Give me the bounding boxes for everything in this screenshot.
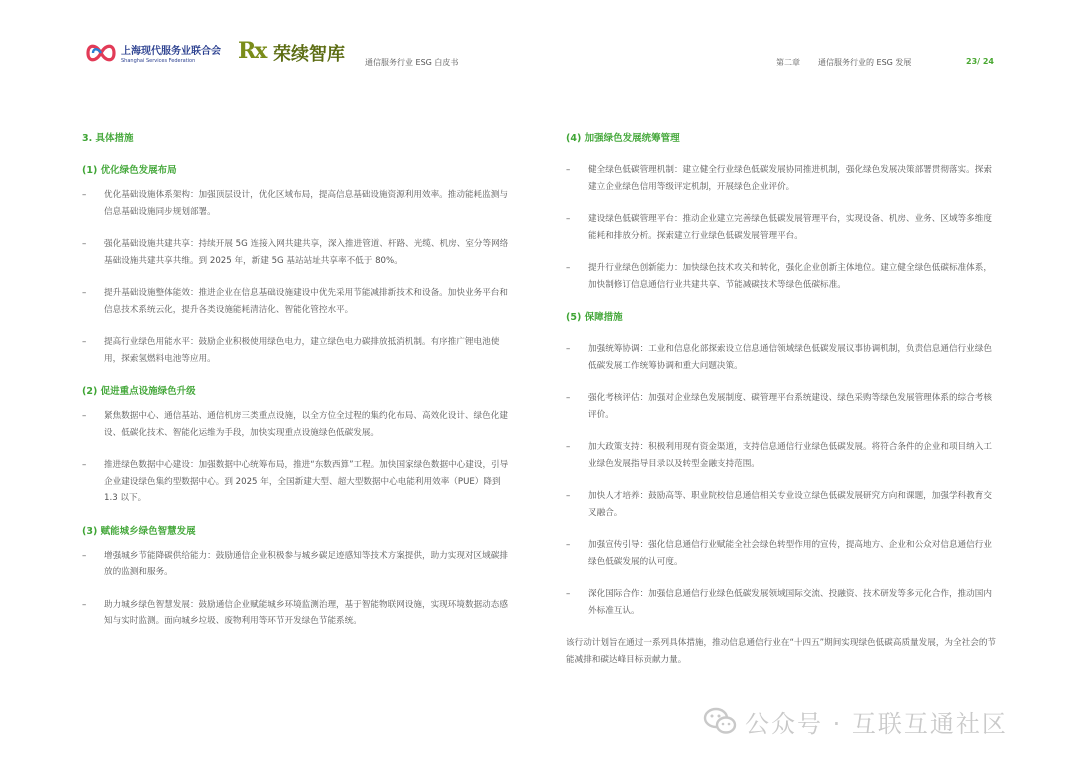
- think-tank-name: 荣续智库: [273, 44, 345, 65]
- list-item: – 提升行业绿色创新能力：加快绿色技术攻关和转化，强化企业创新主体地位。建立健全绿色低碳标准体系，加快制修订信息通信行业共建共享、节能减碳技术等绿色低碳标准。: [566, 263, 992, 290]
- subsection-title: (2) 促进重点设施绿色升级: [82, 386, 196, 397]
- watermark-text: 公众号 · 互联互通社区: [745, 709, 1008, 738]
- list-item: – 优化基础设施体系架构：加强顶层设计，优化区域布局，提高信息基础设施资源利用效率。推动能耗监测与信息基础设施同步规划部署。: [82, 190, 508, 217]
- wechat-watermark: [703, 703, 1008, 739]
- subsection-title: (5) 保障措施: [566, 312, 623, 323]
- section-heading: 3. 具体措施: [82, 133, 134, 144]
- list-item: – 建设绿色低碳管理平台：推动企业建立完善绿色低碳发展管理平台，实现设备、机房、业务、区域等多维度能耗和排放分析。探索建立行业绿色低碳发展管理平台。: [566, 214, 992, 241]
- list-item: – 强化基础设施共建共享：持续开展 5G 连接入网共建共享，深入推进管道、杆路、光缆、机房、室分等网络基础设施共建共享共维。到 2025 年，新建 5G 基站站址共享率不低于 80%。: [82, 239, 509, 266]
- list-item: – 加大政策支持：积极利用现有资金渠道，支持信息通信行业绿色低碳发展。将符合条件的企业和项目纳入工业绿色发展指导目录以及转型金融支持范围。: [566, 442, 992, 469]
- document-title: 通信服务行业 ESG 白皮书: [365, 58, 459, 67]
- federation-name: [121, 42, 221, 64]
- federation-name-en: Shanghai Services Federation: [121, 58, 196, 64]
- subsection-title: (3) 赋能城乡绿色智慧发展: [82, 525, 196, 537]
- rx-logo-icon: Rx: [238, 38, 266, 64]
- list-item: – 紧焦数据中心、通信基站、通信机房三类重点设施，以全方位全过程的集约化布局、高效化设计、绿色化建设、低碳化技术、智能化运维为手段，加快实现重点设施绿色低碳发展。: [82, 411, 508, 438]
- federation-logo-icon: [86, 40, 116, 66]
- list-item: – 深化国际合作：加强信息通信行业绿色低碳发展领域国际交流、投融资、技术研发等多元化合作，推动国内外标准互认。: [566, 589, 992, 616]
- wechat-icon: [703, 706, 737, 736]
- list-item: – 提升基础设施整体能效：推进企业在信息基础设施建设中优先采用节能减排新技术和设备。加快业务平台和信息技术系统云化，提升各类设施能耗清洁化、智能化管控水平。: [82, 288, 508, 315]
- list-item: – 提高行业绿色用能水平：鼓励企业积极使用绿色电力，建立绿色电力碳排放抵消机制。有序推广锂电池使用，探索氢燃料电池等应用。: [82, 337, 500, 364]
- chapter-title: 通信服务行业的 ESG 发展: [818, 58, 912, 67]
- list-item: – 健全绿色低碳管理机制：建立健全行业绿色低碳发展协同推进机制，强化绿色发展决策部署贯彻落实。探索建立企业绿色信用等级评定机制，开展绿色企业评价。: [566, 165, 992, 192]
- list-item: – 加快人才培养：鼓励高等、职业院校信息通信相关专业设立绿色低碳发展研究方向和课题，加强学科教育交叉融合。: [566, 491, 992, 518]
- closing-paragraph: 该行动计划旨在通过一系列具体措施，推动信息通信行业在“十四五”期间实现绿色低碳高质量发展，为全社会的节能减排和碳达峰目标贡献力量。: [566, 638, 997, 665]
- right-column: [566, 130, 996, 668]
- list-item: – 加强统筹协调：工业和信息化部探索设立信息通信领域绿色低碳发展议事协调机制，负责信息通信行业绿色低碳发展工作统筹协调和重大问题决策。: [566, 344, 992, 371]
- list-item: – 强化考核评估：加强对企业绿色发展制度、碳管理平台系统建设、绿色采购等绿色发展管理体系的综合考核评价。: [566, 393, 992, 420]
- page-number: 23/ 24: [966, 57, 994, 66]
- subsection-title: (4) 加强绿色发展统筹管理: [566, 133, 680, 144]
- list-item: – 增强城乡节能降碳供给能力：鼓励通信企业积极参与城乡碳足迹感知等技术方案提供，助力实现对区域碳排放的监测和服务。: [82, 550, 508, 577]
- list-item: – 推进绿色数据中心建设：加强数据中心统筹布局，推进“东数西算”工程。加快国家绿色数据中心建设，引导企业建设绿色集约型数据中心。到 2025 年，全国新建大型、超大型数据中心电能利用效率（PUE）降到 1.3 以下。: [82, 460, 509, 503]
- list-item: – 助力城乡绿色智慧发展：鼓励通信企业赋能城乡环境监测治理，基于智能物联网设施，实现环境数据动态感知与实时监测。面向城乡垃圾、废物利用等环节开发绿色节能系统。: [82, 599, 508, 626]
- list-item: – 加强宣传引导：强化信息通信行业赋能全社会绿色转型作用的宣传，提高地方、企业和公众对信息通信行业绿色低碳发展的认可度。: [566, 540, 992, 567]
- chapter-label: 第二章: [776, 58, 800, 67]
- left-column: [82, 130, 512, 630]
- page-header: [0, 0, 1080, 100]
- federation-name-cn: 上海现代服务业联合会: [121, 46, 221, 57]
- subsection-title: (1) 优化绿色发展布局: [82, 165, 177, 176]
